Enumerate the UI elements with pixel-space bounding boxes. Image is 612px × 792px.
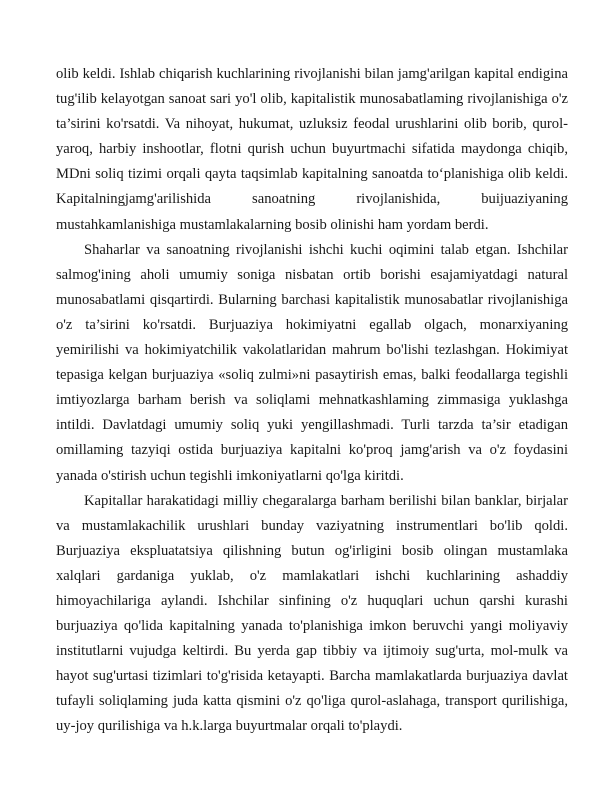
body-text-column: [56, 62, 568, 740]
paragraph-2: Shaharlar va sanoatning rivojlanishi ishchi kuchi oqimini talab etgan. Ishchilar salmog'ining aholi umumiy soniga nisbatan ortib borishi esajamiyatdagi natural munosabatlami qisqartirdi. Bularning barchasi kapitalistik munosabatlar rivojlanishiga o'z ta’sirini ko'rsatdi. Burjuaziya hokimiyatni egallab olgach, monarxiyaning yemirilishi va hokimiyatchilik vakolatlaridan mahrum bo'lishi tezlashgan. Hokimiyat tepasiga kelgan burjuaziya «soliq zulmi»ni pasaytirish emas, balki feodallarga tegishli imtiyozlarga barham berish va soliqlami mehnatkashlaming zimmasiga yuklashga intildi. Davlatdagi umumiy soliq yuki yengillashmadi. Turli tarzda ta’sir etadigan omillaming tazyiqi ostida burjuaziya kapitalni ko'proq jamg'arish va o'z foydasini yanada o'stirish uchun tegishli imkoniyatlarni qo'lga kiritdi.: [56, 241, 568, 484]
paragraph-1: olib keldi. Ishlab chiqarish kuchlarining rivojlanishi bilan jamg'arilgan kapital endigina tug'ilib kelayotgan sanoat sari yo'l olib, kapitalistik munosabatlaming rivojlanishiga o'z ta’sirini ko'rsatdi. Va nihoyat, hukumat, uzluksiz feodal urushlarini olib borib, qurol-yaroq, harbiy inshootlar, flotni qurish uchun buyurtmachi sifatida maydonga chiqib, MDni soliq tizimi orqali qayta taqsimlab kapitalning sanoatda to‘planishiga olib keldi. Kapitalningjamg'arilishida sanoatning rivojlanishida, buijuaziyaning mustahkamlanishiga mustamlakalarning bosib olinishi ham yordam berdi.: [56, 66, 568, 233]
paragraph-3: Kapitallar harakatidagi milliy chegaralarga barham berilishi bilan banklar, birjalar va mustamlakachilik urushlari bunday vaziyatning instrumentlari bo'lib qoldi. Burjuaziya ekspluatatsiya qilishning butun og'irligini bosib olingan mustamlaka xalqlari gardaniga yuklab, o'z mamlakatlari ishchi kuchlarining ashaddiy himoyachilariga aylandi. Ishchilar sinfining o'z huquqlari uchun qarshi kurashi burjuaziya qo'lida kapitalning yanada to'planishiga imkon beruvchi yangi moliyaviy institutlarni vujudga keltirdi. Bu yerda gap tibbiy va ijtimoiy sug'urta, mol-mulk va hayot sug'urtasi tizimlari to'g'risida ketayapti. Barcha mamlakatlarda burjuaziya davlat tufayli soliqlaming juda katta qismini o'z qo'liga qurol-aslahaga, transport qurilishiga, uy-joy qurilishiga va h.k.larga buyurtmalar orqali to'playdi.: [56, 492, 568, 735]
